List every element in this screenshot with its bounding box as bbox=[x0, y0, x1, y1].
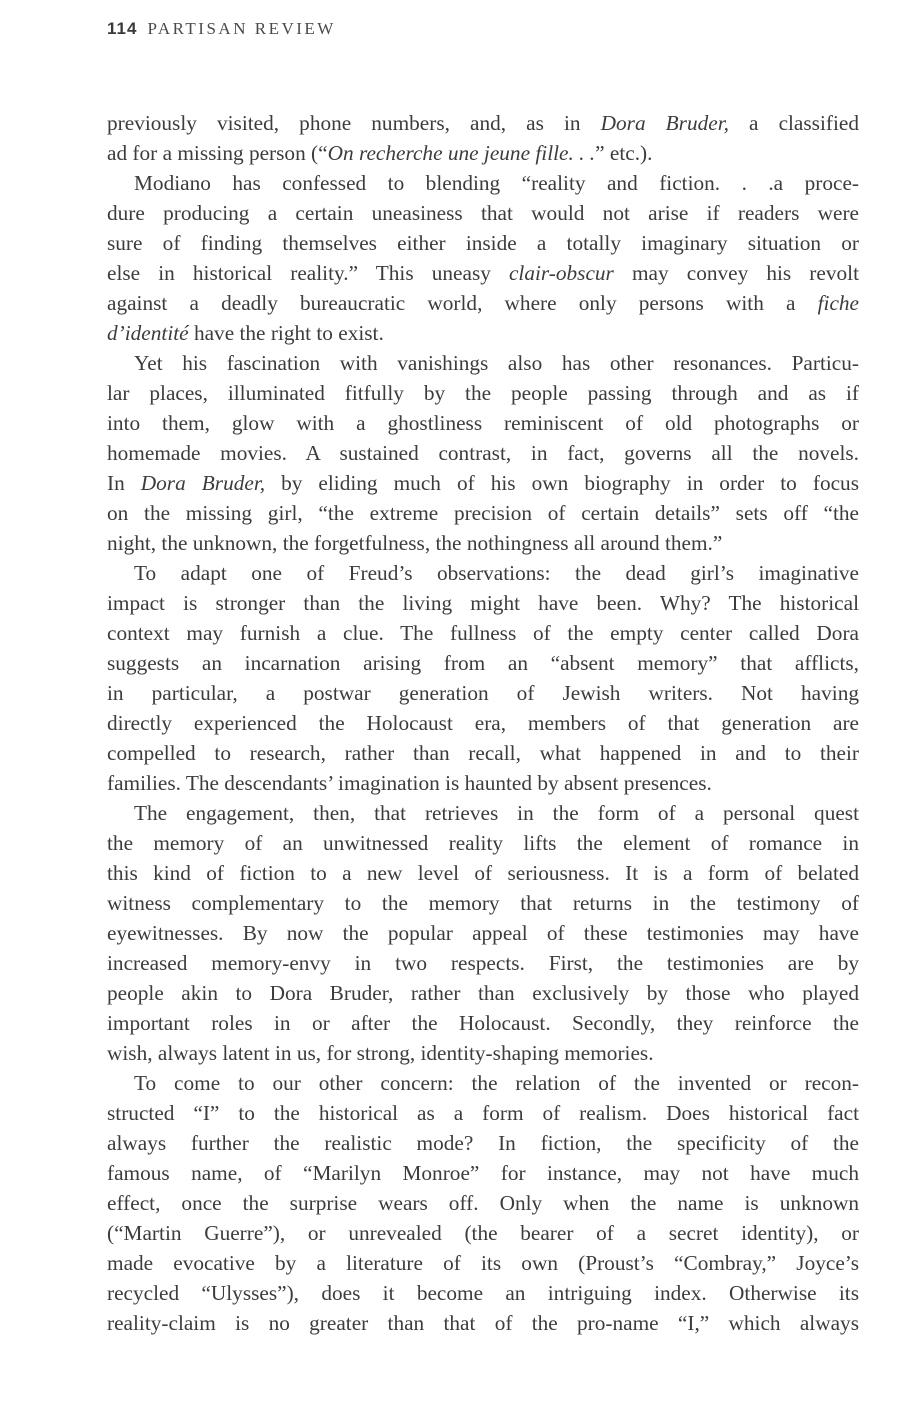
text-line: eyewitnesses. By now the popular appeal of these testimonies may have bbox=[107, 921, 859, 945]
text-line: The engagement, then, that retrieves in the form of a personal quest bbox=[134, 801, 859, 825]
french-term: d’identité bbox=[107, 321, 189, 345]
text-line: wish, always latent in us, for strong, identity-shaping memories. bbox=[107, 1041, 654, 1065]
text-line: Yet his fascination with vanishings also has other resonances. Particu- bbox=[134, 351, 859, 375]
text-line: this kind of fiction to a new level of seriousness. It is a form of belated bbox=[107, 861, 859, 885]
text-line: To adapt one of Freud’s observations: the dead girl’s imaginative bbox=[134, 561, 859, 585]
text-line: directly experienced the Holocaust era, members of that generation are bbox=[107, 711, 859, 735]
text-line: increased memory-envy in two respects. First, the testimonies are by bbox=[107, 951, 859, 975]
paragraph-1 bbox=[107, 108, 859, 168]
text-line: Modiano has confessed to blending “reality and fiction. . .a proce- bbox=[134, 171, 859, 195]
journal-title: PARTISAN REVIEW bbox=[147, 19, 336, 38]
text-line: sure of finding themselves either inside a totally imaginary situation or bbox=[107, 231, 859, 255]
book-title: Dora Bruder, bbox=[600, 111, 729, 135]
text-line: in particular, a postwar generation of Jewish writers. Not having bbox=[107, 681, 859, 705]
text-line: on the missing girl, “the extreme precision of certain details” sets off “the bbox=[107, 501, 859, 525]
text-line: (“Martin Guerre”), or unrevealed (the bearer of a secret identity), or bbox=[107, 1221, 859, 1245]
text-line: into them, glow with a ghostliness reminiscent of old photographs or bbox=[107, 411, 859, 435]
text-line: against a deadly bureaucratic world, where only persons with a fiche bbox=[107, 291, 859, 315]
text-line: dure producing a certain uneasiness that would not arise if readers were bbox=[107, 201, 859, 225]
text-line: always further the realistic mode? In fiction, the specificity of the bbox=[107, 1131, 859, 1155]
text-line: famous name, of “Marilyn Monroe” for instance, may not have much bbox=[107, 1161, 859, 1185]
text-line: effect, once the surprise wears off. Only when the name is unknown bbox=[107, 1191, 859, 1215]
text-line: witness complementary to the memory that returns in the testimony of bbox=[107, 891, 859, 915]
text-line: the memory of an unwitnessed reality lifts the element of romance in bbox=[107, 831, 859, 855]
text-line: In Dora Bruder, by eliding much of his own biography in order to focus bbox=[107, 471, 859, 495]
page-number: 114 bbox=[107, 19, 138, 38]
text-line: previously visited, phone numbers, and, as in Dora Bruder, a classified bbox=[107, 111, 859, 135]
text-line: important roles in or after the Holocaust. Secondly, they reinforce the bbox=[107, 1011, 859, 1035]
text-line: made evocative by a literature of its own (Proust’s “Combray,” Joyce’s bbox=[107, 1251, 859, 1275]
french-quote: On recherche une jeune fille. . . bbox=[327, 141, 596, 165]
running-head bbox=[107, 18, 336, 39]
text-line: recycled “Ulysses”), does it become an intriguing index. Otherwise its bbox=[107, 1281, 859, 1305]
french-term: fiche bbox=[817, 291, 859, 315]
paragraph-6 bbox=[107, 1068, 859, 1338]
book-title: Dora Bruder, bbox=[140, 471, 266, 495]
paragraph-5 bbox=[107, 798, 859, 1068]
text-line: impact is stronger than the living might have been. Why? The historical bbox=[107, 591, 859, 615]
text-line: lar places, illuminated fitfully by the people passing through and as if bbox=[107, 381, 859, 405]
text-line: homemade movies. A sustained contrast, in fact, governs all the novels. bbox=[107, 441, 859, 465]
paragraph-3 bbox=[107, 348, 859, 558]
body-text bbox=[107, 108, 859, 1338]
text-line: families. The descendants’ imagination is haunted by absent presences. bbox=[107, 771, 712, 795]
text-line: people akin to Dora Bruder, rather than exclusively by those who played bbox=[107, 981, 859, 1005]
text-line: suggests an incarnation arising from an “absent memory” that afflicts, bbox=[107, 651, 859, 675]
text-line: else in historical reality.” This uneasy clair-obscur may convey his revolt bbox=[107, 261, 859, 285]
text-line: structed “I” to the historical as a form of realism. Does historical fact bbox=[107, 1101, 859, 1125]
text-line: context may furnish a clue. The fullness of the empty center called Dora bbox=[107, 621, 859, 645]
french-term: clair-obscur bbox=[508, 261, 614, 285]
text-line: reality-claim is no greater than that of the pro-name “I,” which always bbox=[107, 1311, 859, 1335]
text-line: night, the unknown, the forgetfulness, the nothingness all around them.” bbox=[107, 531, 723, 555]
text-line: d’identité have the right to exist. bbox=[107, 321, 384, 345]
paragraph-2 bbox=[107, 168, 859, 348]
text-line: ad for a missing person (“On recherche une jeune fille. . .” etc.). bbox=[107, 141, 653, 165]
text-line: compelled to research, rather than recall, what happened in and to their bbox=[107, 741, 859, 765]
text-line: To come to our other concern: the relation of the invented or recon- bbox=[134, 1071, 859, 1095]
paragraph-4 bbox=[107, 558, 859, 798]
